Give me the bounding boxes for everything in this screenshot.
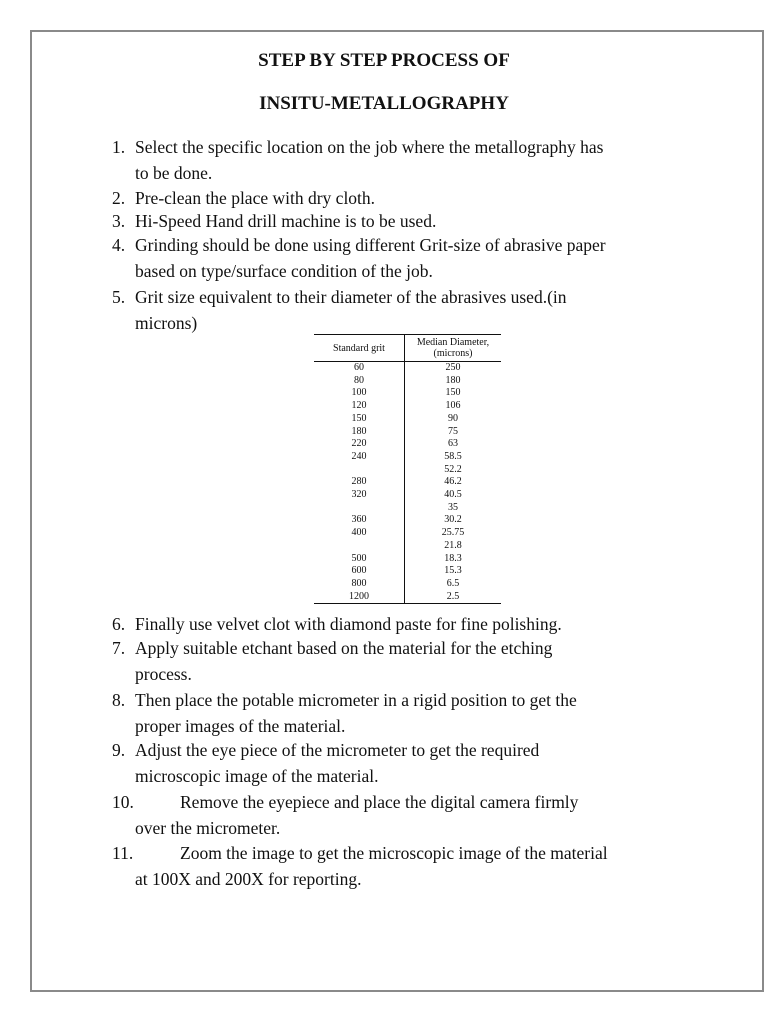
cell-median-diameter: 150 xyxy=(445,387,461,399)
cell-standard-grit: 240 xyxy=(314,451,405,464)
cell-median-diameter: 90 xyxy=(448,412,458,424)
table-row xyxy=(314,553,501,566)
cell-standard-grit: 100 xyxy=(314,387,405,400)
cell-median-diameter: 63 xyxy=(448,438,458,450)
cell-median-diameter: 18.3 xyxy=(444,552,462,564)
cell-standard-grit: 150 xyxy=(314,413,405,426)
table-row xyxy=(314,426,501,439)
cell-standard-grit: 120 xyxy=(314,400,405,413)
step-number: 4. xyxy=(112,235,126,255)
table-row xyxy=(314,540,501,553)
cell-standard-grit: 500 xyxy=(314,553,405,566)
table-row xyxy=(314,578,501,591)
cell-median-diameter: 6.5 xyxy=(446,577,460,589)
cell-standard-grit: 800 xyxy=(314,578,405,591)
cell-median-diameter: 75 xyxy=(448,425,458,437)
table-row xyxy=(314,375,501,388)
table-row xyxy=(314,502,501,515)
cell-standard-grit: 320 xyxy=(314,489,405,502)
cell-median-diameter: 25.75 xyxy=(441,527,465,539)
table-row xyxy=(314,476,501,489)
cell-standard-grit: 180 xyxy=(314,426,405,439)
table-row xyxy=(314,362,501,375)
cell-median-diameter: 30.2 xyxy=(444,514,462,526)
cell-median-diameter: 40.5 xyxy=(444,489,462,501)
cell-median-diameter: 46.2 xyxy=(444,476,462,488)
table-row xyxy=(314,451,501,464)
cell-standard-grit: 220 xyxy=(314,438,405,451)
cell-median-diameter: 106 xyxy=(445,400,461,412)
cell-median-diameter: 58.5 xyxy=(444,450,462,462)
step-number: 6. xyxy=(112,614,126,634)
cell-median-diameter: 15.3 xyxy=(444,565,462,577)
table-row xyxy=(314,565,501,578)
step-number: 3. xyxy=(112,211,126,231)
step-text: Hi-Speed Hand drill machine is to be used. xyxy=(135,211,437,231)
cell-median-diameter: 2.5 xyxy=(405,591,502,604)
cell-median-diameter: 52.2 xyxy=(444,463,462,475)
table-row xyxy=(314,464,501,477)
table-row xyxy=(314,413,501,426)
step-number: 8. xyxy=(112,690,126,710)
table-row xyxy=(314,591,501,604)
step-text: Then place the potable micrometer in a rigid position to get the proper images of the material. xyxy=(135,690,577,736)
column-header-median-diameter: Median Diameter, (microns) xyxy=(416,337,490,359)
step-text: Apply suitable etchant based on the material for the etching process. xyxy=(135,638,553,684)
cell-median-diameter: 250 xyxy=(445,362,461,373)
cell-standard-grit: 600 xyxy=(314,565,405,578)
table-row xyxy=(314,438,501,451)
table-row xyxy=(314,527,501,540)
step-number: 10. xyxy=(112,792,134,812)
cell-standard-grit: 60 xyxy=(314,362,405,375)
step-text: Select the specific location on the job where the metallography has to be done. xyxy=(135,137,604,183)
table-header-row xyxy=(314,335,501,362)
cell-median-diameter: 180 xyxy=(445,374,461,386)
step-text: Finally use velvet clot with diamond paste for fine polishing. xyxy=(135,614,562,634)
cell-standard-grit: 80 xyxy=(314,375,405,388)
table-row xyxy=(314,489,501,502)
page-title-line-2: INSITU-METALLOGRAPHY xyxy=(259,93,509,114)
cell-standard-grit xyxy=(314,502,405,515)
step-text: Grinding should be done using different Grit-size of abrasive paper based on type/surface condition of the job. xyxy=(135,235,606,281)
cell-standard-grit xyxy=(314,464,405,477)
cell-median-diameter: 35 xyxy=(448,501,458,513)
step-number: 1. xyxy=(112,137,126,157)
step-text: Zoom the image to get the microscopic image of the material at 100X and 200X for reporting. xyxy=(135,843,608,889)
table-row xyxy=(314,400,501,413)
page-title-line-1: STEP BY STEP PROCESS OF xyxy=(258,50,510,71)
step-text: Adjust the eye piece of the micrometer to get the required microscopic image of the material. xyxy=(135,740,540,786)
step-number: 9. xyxy=(112,740,126,760)
step-text: Grit size equivalent to their diameter of the abrasives used.(in microns) xyxy=(135,287,567,333)
step-text: Pre-clean the place with dry cloth. xyxy=(135,188,376,208)
table-row xyxy=(314,514,501,527)
step-number: 11. xyxy=(112,843,134,863)
cell-standard-grit: 360 xyxy=(314,514,405,527)
cell-standard-grit xyxy=(314,540,405,553)
table-row xyxy=(314,387,501,400)
step-text: Remove the eyepiece and place the digital camera firmly over the micrometer. xyxy=(135,792,579,838)
grit-size-table xyxy=(314,334,501,604)
cell-median-diameter: 21.8 xyxy=(444,539,462,551)
step-number: 5. xyxy=(112,287,126,307)
cell-standard-grit: 400 xyxy=(314,527,405,540)
column-header-standard-grit: Standard grit xyxy=(314,335,405,362)
step-number: 7. xyxy=(112,638,126,658)
step-number: 2. xyxy=(112,188,126,208)
cell-standard-grit: 280 xyxy=(314,476,405,489)
cell-standard-grit: 1200 xyxy=(314,591,405,604)
